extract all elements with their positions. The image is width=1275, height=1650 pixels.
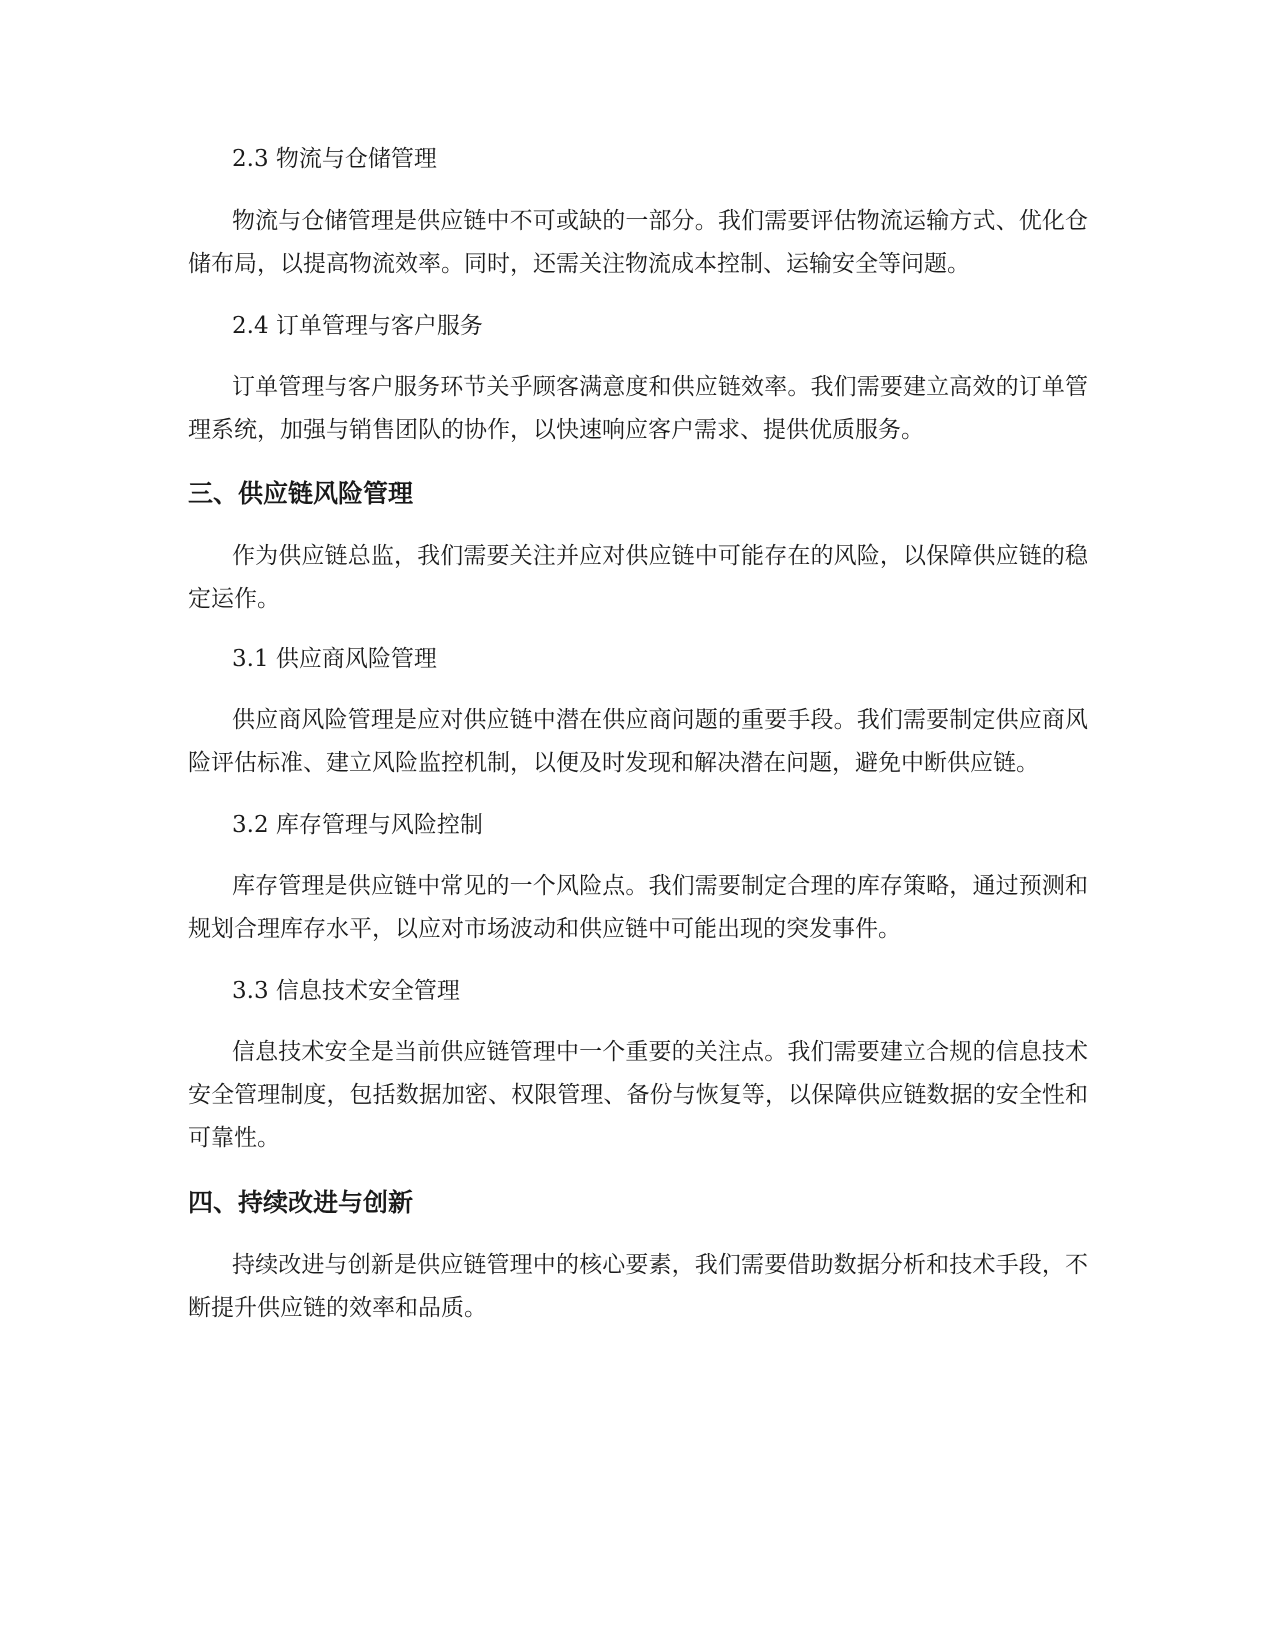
subsection-title-3-2: 3.2 库存管理与风险控制 xyxy=(232,812,483,838)
subsection-title-3-1: 3.1 供应商风险管理 xyxy=(232,646,437,672)
paragraph-4-intro: 持续改进与创新是供应链管理中的核心要素，我们需要借助数据分析和技术手段，不断提升供应链的效率和品质。 xyxy=(188,1252,1088,1321)
paragraph-2-4: 订单管理与客户服务环节关乎顾客满意度和供应链效率。我们需要建立高效的订单管理系统，加强与销售团队的协作，以快速响应客户需求、提供优质服务。 xyxy=(188,374,1088,443)
subsection-title-2-4: 2.4 订单管理与客户服务 xyxy=(232,313,483,339)
section-heading-3: 三、供应链风险管理 xyxy=(188,479,414,508)
section-heading-4: 四、持续改进与创新 xyxy=(188,1188,414,1217)
subsection-title-2-3: 2.3 物流与仓储管理 xyxy=(232,146,437,172)
paragraph-3-2: 库存管理是供应链中常见的一个风险点。我们需要制定合理的库存策略，通过预测和规划合理库存水平，以应对市场波动和供应链中可能出现的突发事件。 xyxy=(188,873,1088,942)
subsection-title-3-3: 3.3 信息技术安全管理 xyxy=(232,978,460,1004)
paragraph-3-1: 供应商风险管理是应对供应链中潜在供应商问题的重要手段。我们需要制定供应商风险评估标准、建立风险监控机制，以便及时发现和解决潜在问题，避免中断供应链。 xyxy=(188,707,1088,776)
paragraph-2-3: 物流与仓储管理是供应链中不可或缺的一部分。我们需要评估物流运输方式、优化仓储布局，以提高物流效率。同时，还需关注物流成本控制、运输安全等问题。 xyxy=(188,208,1088,277)
document-page xyxy=(188,143,1088,1330)
paragraph-3-intro: 作为供应链总监，我们需要关注并应对供应链中可能存在的风险，以保障供应链的稳定运作。 xyxy=(188,543,1088,612)
paragraph-3-3: 信息技术安全是当前供应链管理中一个重要的关注点。我们需要建立合规的信息技术安全管理制度，包括数据加密、权限管理、备份与恢复等，以保障供应链数据的安全性和可靠性。 xyxy=(188,1039,1088,1151)
